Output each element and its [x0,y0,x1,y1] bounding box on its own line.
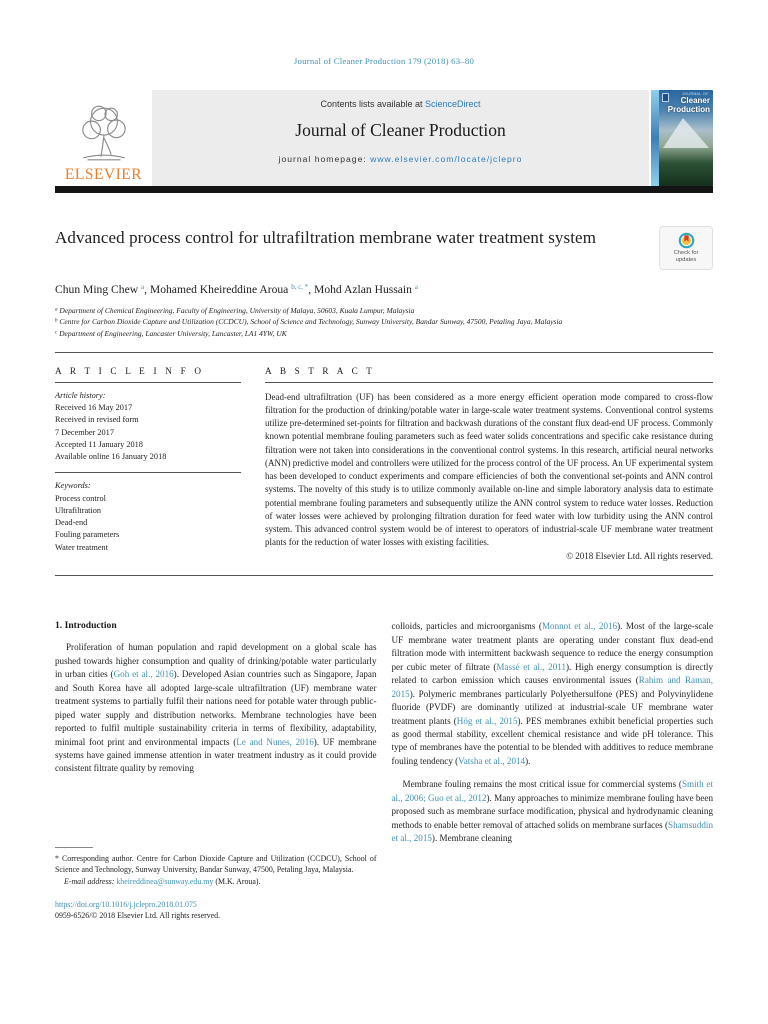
keyword-item: Water treatment [55,542,109,552]
body-columns [55,620,713,950]
affiliation-text: Department of Engineering, Lancaster University, Lancaster, LA1 4YW, UK [59,328,287,338]
citation-link[interactable]: Vatsha et al., 2014 [458,755,526,766]
affiliations-block [55,305,713,339]
history-line: Available online 16 January 2018 [55,452,167,462]
elsevier-logo [55,90,152,186]
author-superscript: a [141,283,145,292]
heading-rule [265,382,713,383]
keywords-label: Keywords: [55,481,91,491]
author-superscript: b, c, * [291,283,309,292]
intro-paragraph-right-1: colloids, particles and microorganisms (Monnot et al., 2016). Most of the large-scale UF membrane water treatment plants are operating under constant flux dead-end filtration mode with intermittent backwash sequence to reduce the energy consumption per cubic meter of filtrate (Massé et al., 2011). High energy consumption is directly related to carbon emission which causes environmental issues (Rahim and Raman, 2015). Polymeric membranes particularly Polyethersulfone (PES) and Polyvinylidene fluoride (PVDF) are dominantly utilized at industrial-scale UF membrane water treatment plants (Hög et al., 2015). PES membranes exhibit beneficial properties such as good thermal stability, excellent chemical resistance and wide pH tolerance. This type of membranes have the potential to be blended with additives to reduce membrane fouling tendency (Vatsha et al., 2014). [391,621,714,766]
abstract-text: Dead-end ultrafiltration (UF) has been considered as a more energy efficient operation mode compared to cross-flow filtration for the production of drinking/potable water in large-scale water treatment systems. Conventional control systems utilize pre-determined set-points for filtration and backwash durations of the constant flux dead-end UF process. Commonly known potential membrane fouling parameters such as feed water solids concentrations and specific cake resistance during filtration were not taken into considerations in the conventional control systems. In this research, artificial neural networks (ANN) predictive model and controllers were utilized for the process control of the UF process. An UF experimental system has been developed to conduct experiments and compare efficiencies of both the conventional set-points and ANN control systems. The novelty of this study is to utilize commonly available on-line and simple laboratory analysis data to estimate potential membrane fouling parameters and subsequently utilize the ANN control system to reduce water losses. Reduction of water losses were achieved by prolonging filtration duration for feed water with low turbidity using the ANN control system. This advanced control system would be of interest to operators of industrial-scale UF membrane water treatment plants for the reduction of water losses with existing facilities. [265,391,713,548]
cover-left-strip [651,90,659,186]
history-line: 7 December 2017 [55,427,114,437]
check-for-updates-badge[interactable] [659,226,713,270]
footnote-rule [55,847,93,848]
citation-link[interactable]: Monnot et al., 2016 [541,621,618,632]
elsevier-wordmark: ELSEVIER [64,166,143,183]
doi-link[interactable]: https://doi.org/10.1016/j.jclepro.2018.01.075 [55,900,197,910]
email-address-line: E-mail address: kheireddinea@sunway.edu.my (M.K. Aroua). [64,877,261,887]
keyword-item: Fouling parameters [55,530,120,540]
citation-link[interactable]: Shamsuddin et al., 2015 [391,819,713,844]
author-superscript: a [414,283,418,292]
citation-link[interactable]: Smith et al., 2006; Guo et al., 2012 [391,779,713,803]
article-info-heading: A R T I C L E I N F O [55,365,205,376]
masthead-divider-bar [55,186,713,193]
check-for-updates-label [674,250,699,263]
affiliation-text: Department of Chemical Engineering, Faculty of Engineering, University of Malaya, 50603, Kuala Lumpur, Malaysia [59,306,415,315]
corresponding-author-note: * Corresponding author. Centre for Carbon Dioxide Capture and Utilization (CCDCU), School of Science and Technology, Sunway University, Bandar Sunway, 47500, Petaling Jaya, Malaysia. [55,853,377,874]
info-separator-rule [55,472,241,473]
citation-link[interactable]: Hög et al., 2015 [456,715,518,726]
body-right-column [392,620,714,950]
history-line: Accepted 11 January 2018 [55,439,143,449]
body-left-column [55,620,377,950]
cover-title-line1: Cleaner [680,96,710,105]
journal-title: Journal of Cleaner Production [295,120,506,140]
citation-link[interactable]: Massé et al., 2011 [496,661,567,672]
affiliation-superscript: a [55,306,58,313]
history-line: Received in revised form [55,415,139,425]
keyword-item: Dead-end [55,518,88,528]
abstract-copyright: © 2018 Elsevier Ltd. All rights reserved. [566,551,713,562]
abstract-heading: A B S T R A C T [265,365,376,376]
homepage-label: journal homepage: [278,154,371,164]
affiliation-text: Centre for Carbon Dioxide Capture and Utilization (CCDCU), School of Science and Technology, Sunway University, Bandar Sunway, 47500, Petaling Jaya, Malaysia [59,317,563,327]
cover-journal-small-text: JOURNAL OF [681,92,709,96]
keyword-item: Process control [55,493,106,503]
emphasis-text: E-mail address: [64,877,115,887]
article-title: Advanced process control for ultrafiltration membrane water treatment system [55,228,597,247]
affiliation-superscript: c [55,328,58,335]
affiliation-superscript: b [55,317,58,324]
sciencedirect-link[interactable]: ScienceDirect [425,99,481,109]
section-1-heading: 1. Introduction [55,620,117,632]
citation-link[interactable]: Le and Nunes, 2016 [236,736,314,747]
elsevier-tree-icon [73,101,135,165]
cover-title-line2: Production [667,104,710,114]
check-label-line2: updates [675,257,697,263]
article-info-column [55,366,241,562]
abstract-column [265,366,713,562]
cover-mountain-art [663,118,709,148]
affiliation-item [55,305,713,316]
author-line: Chun Ming Chew $^a$, Mohamed Kheireddine Aroua $^{b, c, *}$, Mohd Azlan Hussain $^a$ [55,283,418,296]
citation-link[interactable]: Rahim and Raman, 2015 [391,675,713,699]
affiliation-item [55,328,713,339]
crossmark-icon [678,232,695,249]
journal-homepage-line [152,154,649,164]
cover-title [668,97,710,115]
citation-link[interactable]: kheireddinea@sunway.edu.my [116,877,214,887]
journal-masthead [55,90,713,186]
check-label-line1: Check for [673,250,699,257]
intro-paragraph-right-2: Membrane fouling remains the most critical issue for commercial systems (Smith et al., 2006; Guo et al., 2012). Many approaches to minimize membrane fouling have been proposed such as membrane surface modification, physical and hydrodynamic cleaning methods to enable better removal of attached solids on membrane surfaces (Shamsuddin et al., 2015). Membrane cleaning [391,779,713,844]
contents-list-line [152,99,649,109]
info-abstract-block [55,353,713,577]
masthead-center-panel [152,90,649,186]
citation-link[interactable]: Goh et al., 2016 [113,669,174,680]
homepage-url-link[interactable]: www.elsevier.com/locate/jclepro [370,154,523,164]
intro-paragraph-left: Proliferation of human population and rapid development on a global scale has pushed towards higher consumption and quality of drinking/potable water particularly in urban cities (Goh et al., 2016). Developed Asian countries such as Singapore, Japan and South Korea have all adopted large-scale ultrafiltration (UF) membrane water treatment systems to partially fulfil their nations need for potable water through public-piped water supply and distribution networks. Membrane technologies have been reported to fulfil multiple sustainability criteria in terms of flexibility, adaptability, minimal foot print and environmental impacts (Le and Nunes, 2016). UF membrane systems have gained immense attention in water treatment industry as it could provide consistent filtrate quality by removing [55,642,377,774]
journal-cover [651,90,713,186]
keywords-group [55,480,241,554]
issn-copyright-line: 0959-6526/© 2018 Elsevier Ltd. All rights reserved. [55,911,221,921]
article-history-label: Article history: [55,390,106,400]
heading-rule [55,382,241,383]
contents-prefix-text: Contents lists available at [320,99,426,109]
affiliation-item [55,316,713,327]
article-history-group [55,390,241,464]
keyword-item: Ultrafiltration [55,505,102,515]
footnote-block [55,847,377,951]
history-line: Received 16 May 2017 [55,403,133,413]
journal-reference-header: Journal of Cleaner Production 179 (2018) 63–80 [293,56,475,66]
